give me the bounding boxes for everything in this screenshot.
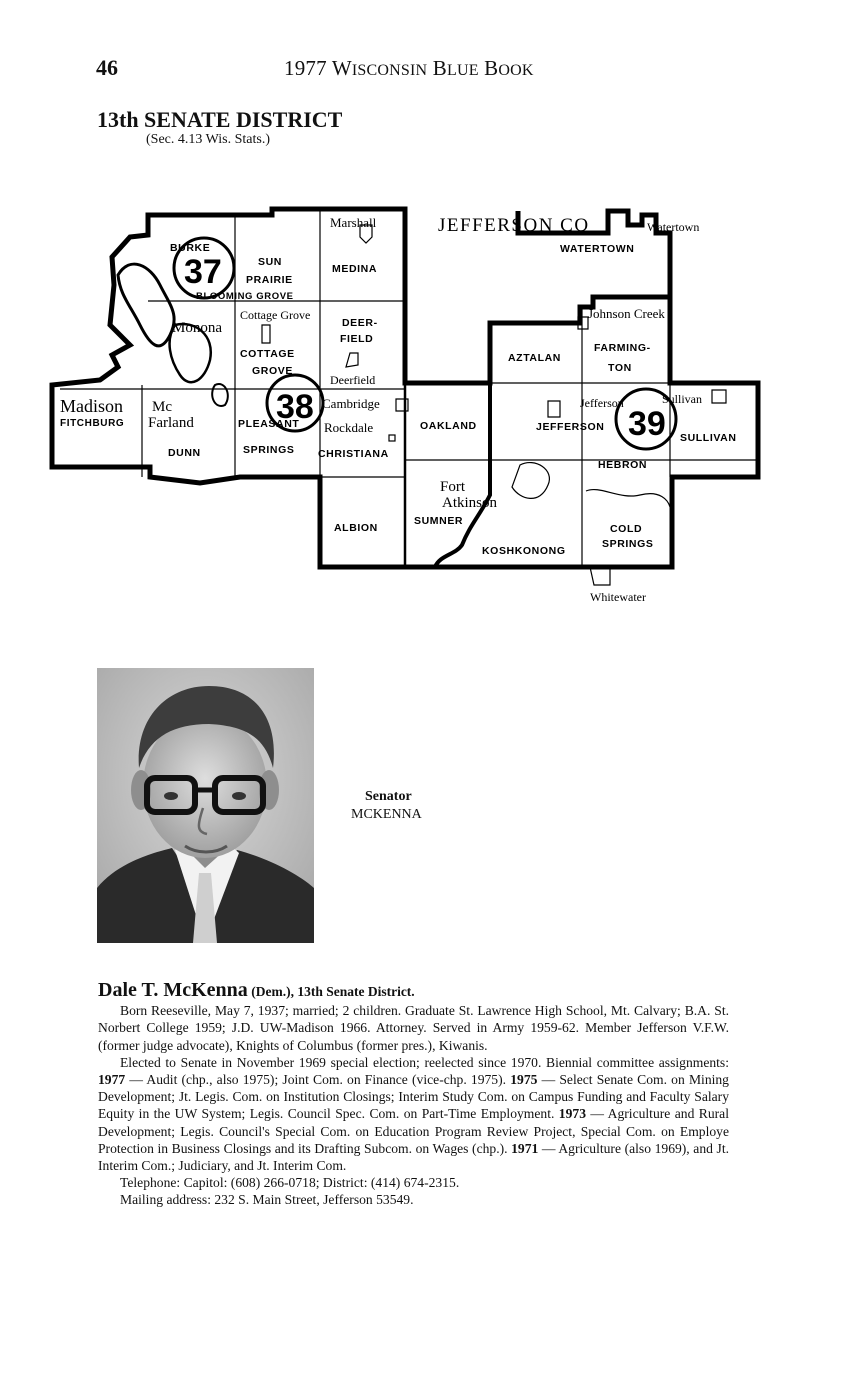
map-label-albion: ALBION: [334, 522, 378, 534]
map-label-johnson-creek: Johnson Creek: [588, 306, 665, 321]
senator-portrait-photo: [97, 668, 314, 943]
map-label-dunn: DUNN: [168, 447, 201, 459]
map-label-aztalan: AZTALAN: [508, 352, 561, 364]
map-label-deerfield-town: FIELD: [340, 333, 374, 345]
map-label-farmington: FARMING-: [594, 342, 651, 354]
district-title: 13th SENATE DISTRICT: [97, 107, 343, 132]
map-label-koshkonong: KOSHKONONG: [482, 545, 566, 557]
map-label-deerfield: Deerfield: [330, 373, 376, 387]
map-label-mcfarland: Mc: [152, 399, 172, 415]
running-head-part: 1977 W: [284, 56, 352, 80]
committees-text: Elected to Senate in November 1969 special election; reelected since 1970. Biennial committee assignments:: [120, 1054, 729, 1070]
map-label-hebron: HEBRON: [598, 459, 648, 471]
map-label-sumner: SUMNER: [414, 515, 464, 527]
district-reference: , 13th Senate District.: [290, 984, 415, 999]
map-label-sullivan: SULLIVAN: [680, 432, 737, 444]
year-label: 1973: [558, 1106, 586, 1122]
map-label-pleasant-springs: PLEASANT: [238, 418, 300, 430]
biography-heading: [98, 979, 729, 1001]
running-head-part: LUE: [446, 62, 479, 79]
map-label-deerfield-town: DEER-: [342, 317, 378, 329]
committees-text: — Select Senate Com. on Mining Development; Jt. Legis. Com. on Institution Closings; Interim Study Com. on Campus Funding and Faculty Salary Equity in the UW System; Legis. Council Spec. Com. on Part-Time Employment.: [98, 1072, 729, 1122]
map-label-whitewater: Whitewater: [590, 590, 646, 604]
map-label-fort-atkinson: Fort: [440, 479, 466, 495]
map-label-cambridge: Cambridge: [322, 396, 380, 411]
committees-text: — Agriculture (also 1969), and Jt. Interim Com.; Judiciary, and Jt. Interim Com.: [98, 1140, 729, 1174]
biography-committees: [98, 1054, 729, 1174]
lake: [212, 384, 228, 406]
map-label-watertown: WATERTOWN: [560, 243, 635, 255]
page-number: 46: [96, 55, 118, 80]
running-head: [284, 56, 534, 81]
committees-text: — Agriculture and Rural Development; Legis. Council's Special Com. on Education Program Review Project, Special Com. on Employe Protection in Business Closings and its Drafting Subcom. on Wages (chp.).: [98, 1106, 729, 1156]
senator-name: Dale T. McKenna: [98, 979, 248, 1001]
map-label-burke: BURKE: [170, 242, 211, 254]
telephone: Telephone: Capitol: (608) 266-0718; District: (414) 674-2315.: [120, 1175, 460, 1191]
map-label-medina: MEDINA: [332, 263, 378, 275]
map-label-watertown-city: Watertown: [647, 220, 700, 234]
photo-caption-name: MCKENNA: [351, 807, 422, 822]
lake: [118, 264, 174, 346]
biography: [98, 979, 729, 1209]
mailing-address: Mailing address: 232 S. Main Street, Jefferson 53549.: [120, 1192, 414, 1208]
committees-text: — Audit (chp., also 1975); Joint Com. on Finance (vice-chp. 1975).: [125, 1072, 511, 1088]
map-label-cottage-grove-village: Cottage Grove: [240, 308, 311, 322]
map-label-marshall: Marshall: [330, 215, 377, 230]
map-label-cottage-grove: GROVE: [252, 365, 293, 377]
district-number-39: 39: [628, 405, 666, 443]
map-label-county: JEFFERSON CO: [438, 215, 590, 236]
biography-personal: Born Reeseville, May 7, 1937; married; 2 children. Graduate St. Lawrence High School, Mt. Calvary; B.A. St. Norbert College 1959; J.D. UW-Madison 1966. Attorney. Served in Army 1959-62. Member Jefferson V.F.W. (former judge advocate), Knights of Columbus (former pres.), Kiwanis.: [98, 1003, 729, 1053]
map-label-christiana: CHRISTIANA: [318, 448, 389, 460]
running-head-part: B: [432, 56, 447, 80]
year-label: 1971: [511, 1140, 539, 1156]
map-label-jefferson-city: Jefferson: [580, 396, 624, 410]
map-label-mcfarland: Farland: [148, 415, 194, 431]
running-head-part: ISCONSIN: [351, 62, 428, 79]
map-label-cold-springs: SPRINGS: [602, 538, 654, 550]
river: [435, 383, 490, 567]
year-label: 1977: [98, 1072, 126, 1088]
map-label-sun-prairie: SUN: [258, 256, 282, 268]
running-head-part: B: [484, 56, 499, 80]
district-number-37: 37: [184, 253, 222, 291]
map-label-fitchburg: FITCHBURG: [60, 418, 125, 429]
map-label-farmington: TON: [608, 362, 632, 374]
map-label-oakland: OAKLAND: [420, 420, 477, 432]
map-label-cold-springs: COLD: [610, 523, 643, 535]
party-affiliation: (Dem.): [251, 984, 291, 999]
map-label-blooming-grove: BLOOMING GROVE: [196, 291, 294, 302]
district-map: [0, 195, 859, 615]
district-number-38: 38: [276, 388, 314, 426]
map-label-sun-prairie: PRAIRIE: [246, 274, 293, 286]
map-label-sullivan-village: Sullivan: [662, 392, 703, 406]
map-label-pleasant-springs: SPRINGS: [243, 444, 295, 456]
map-label-jefferson: JEFFERSON: [536, 421, 605, 433]
map-label-madison: Madison: [60, 396, 123, 416]
year-label: 1975: [510, 1072, 538, 1088]
map-label-cottage-grove: COTTAGE: [240, 348, 295, 360]
map-label-monona: Monona: [172, 320, 222, 336]
map-label-fort-atkinson: Atkinson: [442, 495, 498, 511]
map-label-rockdale: Rockdale: [324, 420, 374, 435]
photo-caption-role: Senator: [365, 789, 412, 804]
running-head-part: OOK: [498, 62, 534, 79]
statute-reference: (Sec. 4.13 Wis. Stats.): [146, 132, 271, 147]
